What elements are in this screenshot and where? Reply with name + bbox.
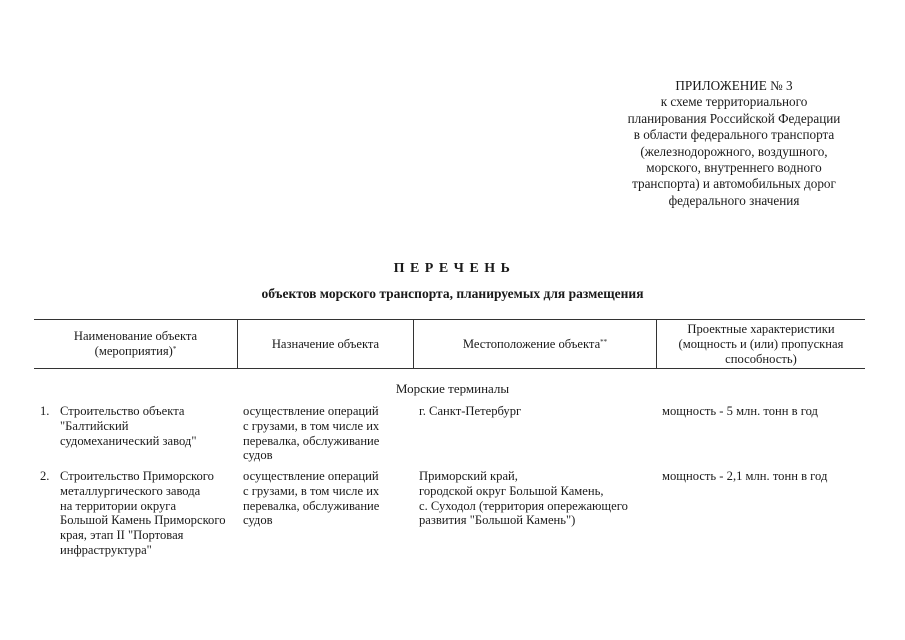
header-specs bbox=[657, 320, 865, 368]
document-title: ПЕРЕЧЕНЬ bbox=[393, 261, 516, 276]
object-name: Строительство объекта "Балтийский судомеханический завод" bbox=[60, 404, 197, 448]
section-heading: Морские терминалы bbox=[395, 381, 510, 396]
object-specs: мощность - 5 млн. тонн в год bbox=[662, 404, 818, 418]
appendix-line: планирования Российской Федерации bbox=[627, 110, 841, 126]
header-name-line: (мероприятия) bbox=[94, 344, 173, 358]
header-location-label: Местоположение объекта bbox=[462, 336, 601, 351]
object-name: Строительство Приморского металлургического завода на территории округа Большой Камень Приморского края, этап II "Портовая инфраструктура" bbox=[60, 469, 226, 557]
object-specs: мощность - 2,1 млн. тонн в год bbox=[662, 469, 828, 483]
appendix-line: транспорта) и автомобильных дорог bbox=[632, 176, 836, 192]
appendix-line: (железнодорожного, воздушного, bbox=[640, 143, 828, 159]
appendix-line: к схеме территориального bbox=[660, 94, 808, 110]
header-specs-line: способность) bbox=[725, 351, 797, 366]
object-location: г. Санкт-Петербург bbox=[419, 404, 522, 418]
table-header bbox=[34, 319, 865, 369]
appendix-line: в области федерального транспорта bbox=[633, 127, 835, 143]
header-specs-line: (мощность и (или) пропускная bbox=[678, 336, 844, 351]
object-location: Приморский край, городской округ Большой Камень, с. Суходол (территория опережающего развития "Большой Камень") bbox=[419, 469, 628, 528]
appendix-line: морского, внутреннего водного bbox=[646, 160, 822, 176]
row-number: 1. bbox=[40, 404, 50, 418]
header-specs-line: Проектные характеристики bbox=[687, 321, 835, 336]
header-name-line: Наименование объекта bbox=[73, 329, 198, 343]
appendix-line: федерального значения bbox=[668, 192, 800, 208]
header-purpose-label: Назначение объекта bbox=[271, 336, 380, 351]
header-name bbox=[34, 320, 237, 368]
object-purpose: осуществление операций с грузами, в том числе их перевалка, обслуживание судов bbox=[243, 469, 380, 528]
document-subtitle: объектов морского транспорта, планируемых для размещения bbox=[261, 286, 644, 301]
header-purpose bbox=[238, 320, 413, 368]
footnote-mark: ** bbox=[600, 337, 608, 346]
footnote-mark: * bbox=[172, 345, 177, 353]
object-purpose: осуществление операций с грузами, в том числе их перевалка, обслуживание судов bbox=[243, 404, 380, 463]
appendix-header bbox=[598, 78, 870, 209]
appendix-line: ПРИЛОЖЕНИЕ № 3 bbox=[675, 78, 793, 93]
header-location bbox=[414, 320, 656, 368]
row-number: 2. bbox=[40, 469, 50, 483]
